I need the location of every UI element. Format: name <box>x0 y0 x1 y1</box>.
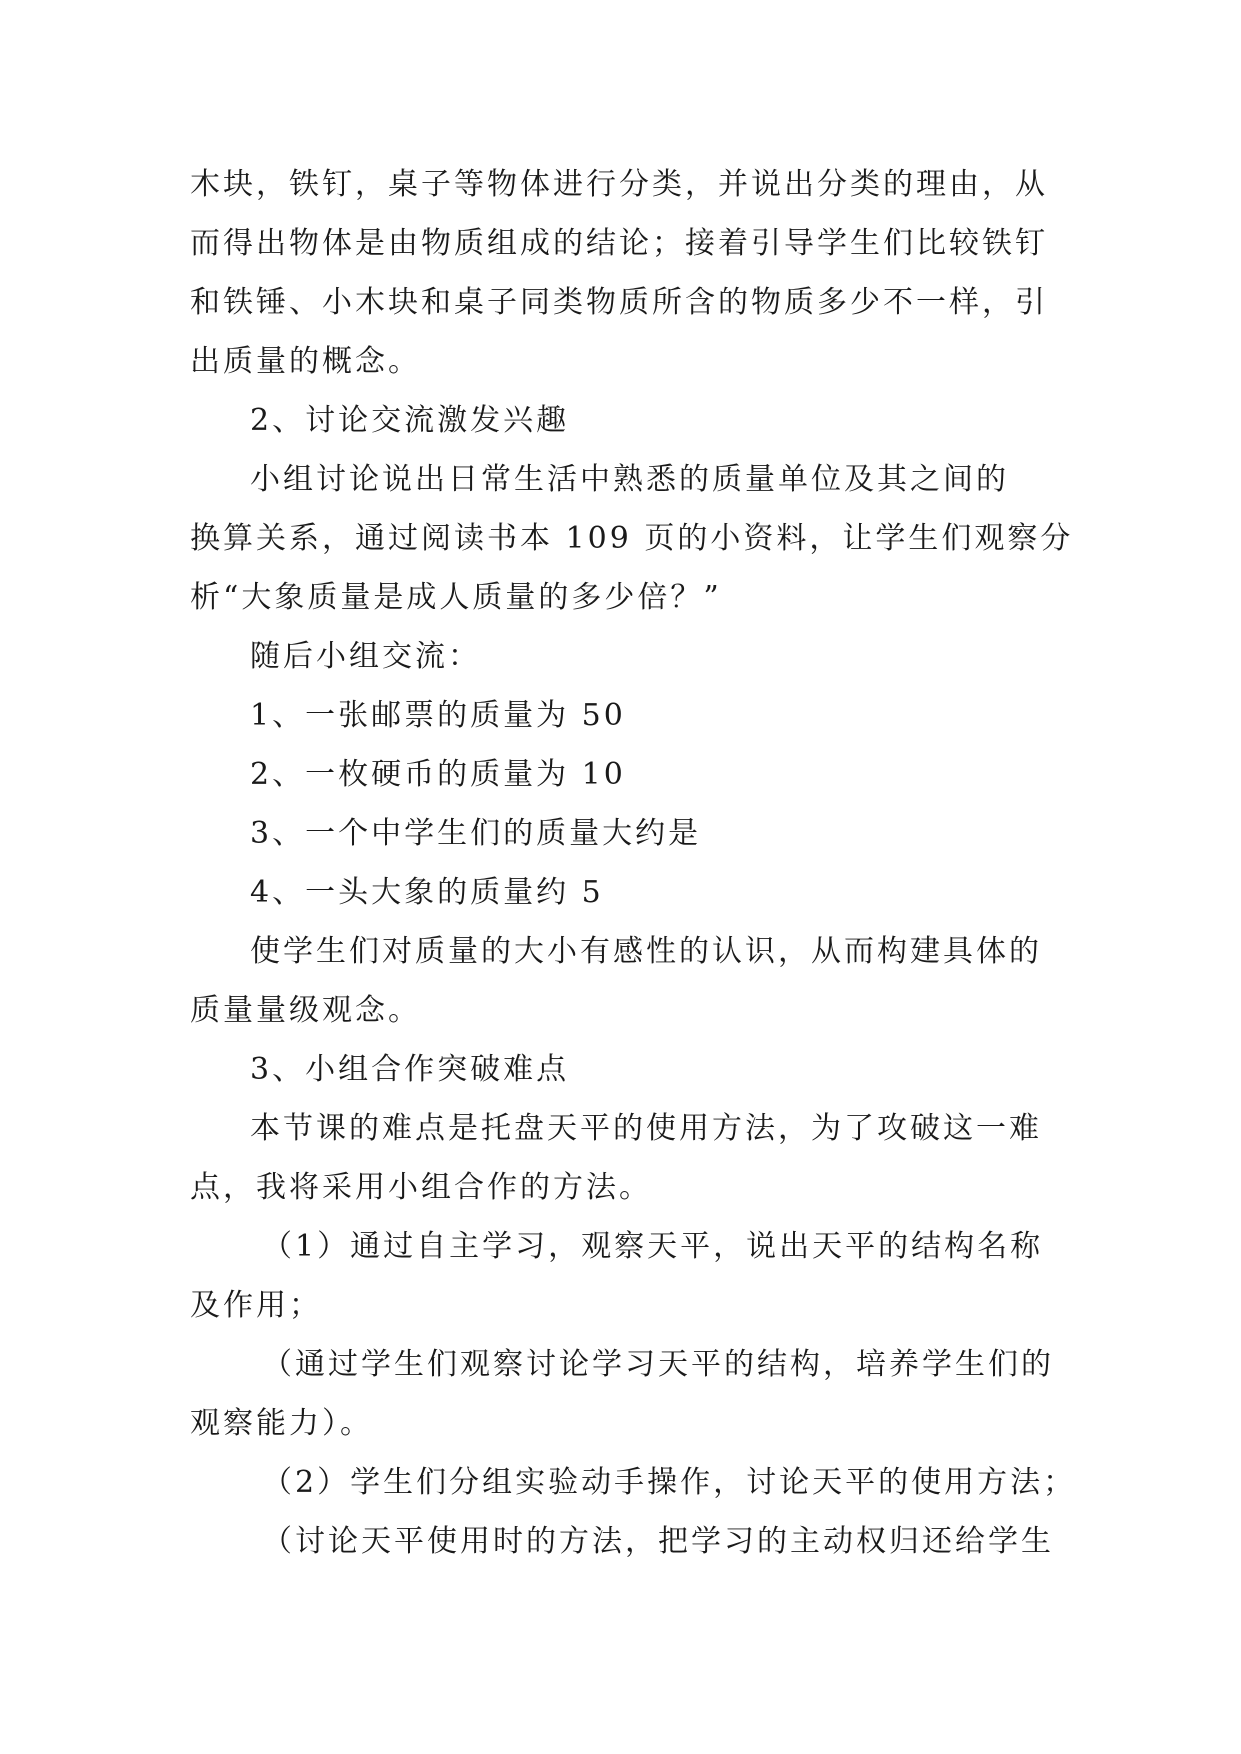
text-line: 观察能力）。 <box>190 1406 373 1441</box>
text-line: 木块，铁钉，桌子等物体进行分类，并说出分类的理由，从 <box>190 167 1048 202</box>
document-page <box>190 155 1077 1571</box>
text-line: 使学生们对质量的大小有感性的认识，从而构建具体的 <box>250 934 1042 969</box>
section-heading: 2、讨论交流激发兴趣 <box>250 403 570 438</box>
text-line: （2）学生们分组实验动手操作，讨论天平的使用方法； <box>262 1465 1077 1500</box>
text-line: 小组讨论说出日常生活中熟悉的质量单位及其之间的 <box>250 462 1009 497</box>
text-line: 换算关系，通过阅读书本 109 页的小资料，让学生们观察分 <box>190 521 1074 556</box>
text-line: 随后小组交流： <box>250 639 481 674</box>
list-item: 2、一枚硬币的质量为 10 <box>250 757 626 792</box>
text-line: 出质量的概念。 <box>190 344 421 379</box>
text-line: （讨论天平使用时的方法，把学习的主动权归还给学生 <box>262 1524 1054 1559</box>
text-line: 和铁锤、小木块和桌子同类物质所含的物质多少不一样，引 <box>190 285 1048 320</box>
text-line: （1）通过自主学习，观察天平，说出天平的结构名称 <box>262 1229 1044 1264</box>
list-item: 4、一头大象的质量约 5 <box>250 875 604 910</box>
text-line: 质量量级观念。 <box>190 993 421 1028</box>
list-item: 1、一张邮票的质量为 50 <box>250 698 626 733</box>
text-line: 本节课的难点是托盘天平的使用方法，为了攻破这一难 <box>250 1111 1042 1146</box>
text-line: 及作用； <box>190 1288 322 1323</box>
text-line: （通过学生们观察讨论学习天平的结构，培养学生们的 <box>262 1347 1054 1382</box>
text-line: 析“大象质量是成人质量的多少倍？” <box>190 580 722 615</box>
text-line: 点，我将采用小组合作的方法。 <box>190 1170 652 1205</box>
text-line: 而得出物体是由物质组成的结论；接着引导学生们比较铁钉 <box>190 226 1048 261</box>
list-item: 3、一个中学生们的质量大约是 <box>250 816 702 851</box>
section-heading: 3、小组合作突破难点 <box>250 1052 570 1087</box>
